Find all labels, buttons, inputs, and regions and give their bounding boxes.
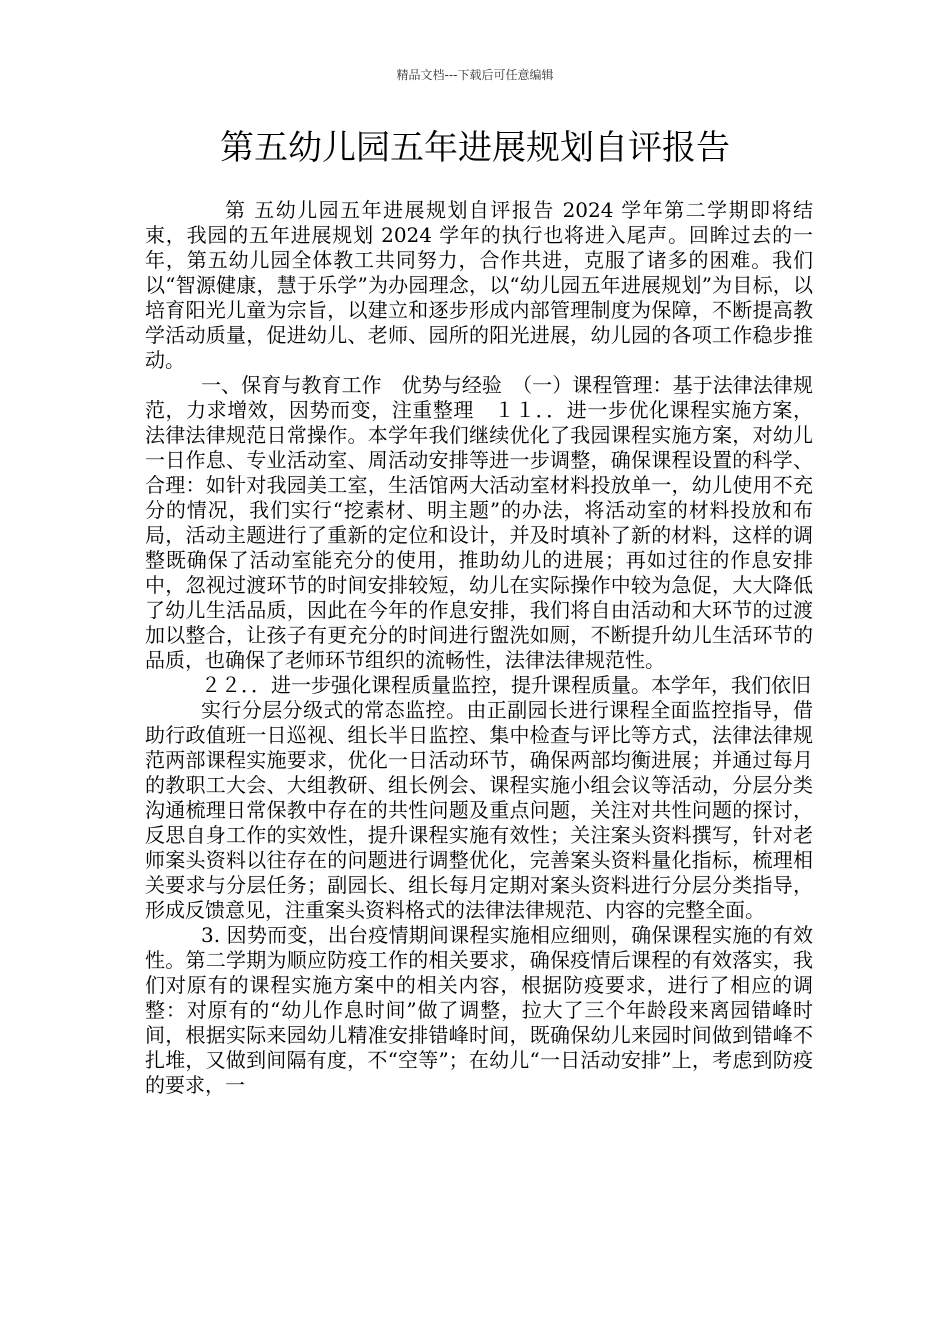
intro-paragraph: 第 五幼儿园五年进展规划自评报告 2024 学年第二学期即将结束，我园的五年进展规划 2024 学年的执行也将进入尾声。回眸过去的一年，第五幼儿园全体教工共同努力，合作共进，克服了诸多的困难。我们以“智源健康，慧于乐学”为办园理念，以“幼儿园五年进展规划”为目标，以培育阳光儿童为宗旨，以建立和逐步形成内部管理制度为保障，不断提高教学活动质量，促进幼儿、老师、园所的阳光进展，幼儿园的各项工作稳步推动。 [145,198,813,372]
document-title: 第五幼儿园五年进展规划自评报告 [220,128,730,168]
document-body [145,198,813,1098]
item-three-paragraph: 3. 因势而变，出台疫情期间课程实施相应细则，确保课程实施的有效性。第二学期为顺应防疫工作的相关要求，确保疫情后课程的有效落实，我们对原有的课程实施方案中的相关内容，根据防疫要求，进行了相应的调整：对原有的“幼儿作息时间”做了调整，拉大了三个年龄段来离园错峰时间，根据实际来园幼儿精准安排错峰时间，既确保幼儿来园时间做到错峰不扎堆，又做到间隔有度，不“空等”；在幼儿“一日活动安排”上，考虑到防疫的要求，一 [145,923,813,1097]
section-one-paragraph: 一、保育与教育工作 优势与经验 （一）课程管理：基于法律法律规范，力求增效，因势而变，注重整理 １１．．进一步优化课程实施方案，法律法律规范日常操作。本学年我们继续优化了我园课程实施方案，对幼儿一日作息、专业活动室、周活动安排等进一步调整，确保课程设置的科学、合理：如针对我园美工室，生活馆两大活动室材料投放单一，幼儿使用不充分的情况，我们实行“挖素材、明主题”的办法，将活动室的材料投放和布局，活动主题进行了重新的定位和设计，并及时填补了新的材料，这样的调整既确保了活动室能充分的使用，推助幼儿的进展；再如过往的作息安排中，忽视过渡环节的时间安排较短，幼儿在实际操作中较为急促，大大降低了幼儿生活品质，因此在今年的作息安排，我们将自由活动和大环节的过渡加以整合，让孩子有更充分的时间进行盥洗如厕，不断提升幼儿生活环节的品质，也确保了老师环节组织的流畅性，法律法律规范性。 [145,373,813,672]
item-two-continued-paragraph: 实行分层分级式的常态监控。由正副园长进行课程全面监控指导，借助行政值班一日巡视、组长半日监控、集中检查与评比等方式，法律法律规范两部课程实施要求，优化一日活动环节，确保两部均衡进展；并通过每月的教职工大会、大组教研、组长例会、课程实施小组会议等活动，分层分类沟通梳理日常保教中存在的共性问题及重点问题，关注对共性问题的探讨，反思自身工作的实效性，提升课程实施有效性；关注案头资料撰写，针对老师案头资料以往存在的问题进行调整优化，完善案头资料量化指标，梳理相关要求与分层任务；副园长、组长每月定期对案头资料进行分层分类指导，形成反馈意见，注重案头资料格式的法律法律规范、内容的完整全面。 [145,698,813,922]
page-header: 精品文档---下载后可任意编辑 [396,68,554,82]
item-two-paragraph: ２２．．进一步强化课程质量监控，提升课程质量。本学年，我们依旧 [201,673,811,697]
